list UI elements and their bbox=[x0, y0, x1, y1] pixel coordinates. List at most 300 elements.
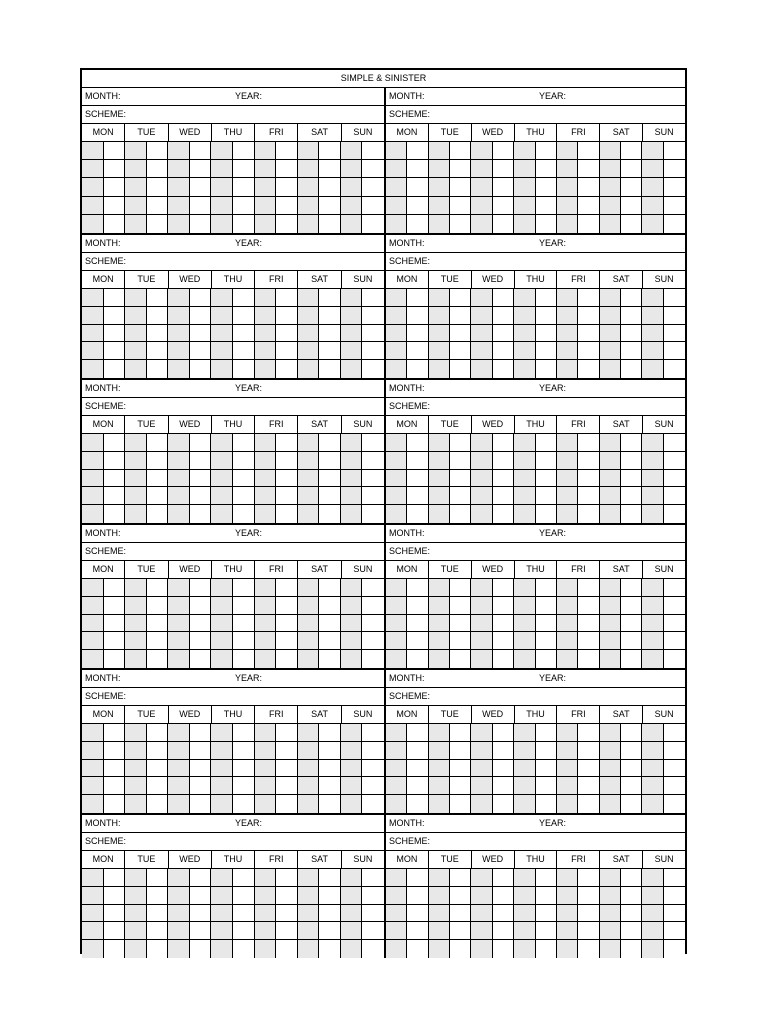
entry-cell[interactable] bbox=[578, 777, 599, 795]
entry-cell[interactable] bbox=[536, 142, 557, 160]
entry-cell[interactable] bbox=[298, 434, 320, 452]
entry-cell[interactable] bbox=[341, 178, 363, 196]
entry-cell[interactable] bbox=[125, 342, 147, 360]
entry-cell[interactable] bbox=[429, 178, 450, 196]
entry-cell[interactable] bbox=[319, 289, 341, 307]
entry-cell[interactable] bbox=[450, 307, 471, 325]
entry-cell[interactable] bbox=[514, 795, 535, 813]
entry-cell[interactable] bbox=[298, 887, 320, 905]
entry-cell[interactable] bbox=[125, 579, 147, 597]
entry-cell[interactable] bbox=[642, 160, 663, 178]
entry-cell[interactable] bbox=[471, 307, 492, 325]
entry-cell[interactable] bbox=[429, 742, 450, 760]
entry-cell[interactable] bbox=[190, 724, 212, 742]
entry-cell[interactable] bbox=[429, 724, 450, 742]
entry-cell[interactable] bbox=[664, 178, 685, 196]
entry-cell[interactable] bbox=[407, 940, 428, 958]
entry-cell[interactable] bbox=[298, 724, 320, 742]
entry-cell[interactable] bbox=[190, 325, 212, 343]
entry-cell[interactable] bbox=[471, 795, 492, 813]
scheme-row[interactable] bbox=[82, 833, 384, 851]
entry-cell[interactable] bbox=[255, 197, 277, 215]
entry-cell[interactable] bbox=[536, 215, 557, 233]
entry-cell[interactable] bbox=[125, 777, 147, 795]
entry-cell[interactable] bbox=[276, 795, 298, 813]
entry-cell[interactable] bbox=[233, 760, 255, 778]
entry-cell[interactable] bbox=[386, 869, 407, 887]
entry-cell[interactable] bbox=[104, 940, 126, 958]
entry-cell[interactable] bbox=[578, 452, 599, 470]
entry-cell[interactable] bbox=[147, 887, 169, 905]
entry-cell[interactable] bbox=[82, 795, 104, 813]
entry-cell[interactable] bbox=[319, 579, 341, 597]
entry-cell[interactable] bbox=[104, 632, 126, 650]
entry-cell[interactable] bbox=[642, 650, 663, 668]
entry-cell[interactable] bbox=[642, 325, 663, 343]
entry-cell[interactable] bbox=[450, 795, 471, 813]
entry-cell[interactable] bbox=[429, 487, 450, 505]
entry-cell[interactable] bbox=[190, 160, 212, 178]
entry-cell[interactable] bbox=[298, 197, 320, 215]
entry-cell[interactable] bbox=[362, 724, 384, 742]
entry-cell[interactable] bbox=[386, 940, 407, 958]
entry-cell[interactable] bbox=[386, 742, 407, 760]
entry-cell[interactable] bbox=[82, 922, 104, 940]
entry-cell[interactable] bbox=[168, 615, 190, 633]
entry-cell[interactable] bbox=[298, 940, 320, 958]
entry-cell[interactable] bbox=[82, 597, 104, 615]
entry-cell[interactable] bbox=[341, 579, 363, 597]
entry-cell[interactable] bbox=[104, 887, 126, 905]
entry-cell[interactable] bbox=[341, 452, 363, 470]
entry-cell[interactable] bbox=[386, 760, 407, 778]
entry-cell[interactable] bbox=[493, 197, 514, 215]
entry-cell[interactable] bbox=[557, 325, 578, 343]
entry-cell[interactable] bbox=[211, 887, 233, 905]
entry-cell[interactable] bbox=[341, 505, 363, 523]
entry-cell[interactable] bbox=[125, 325, 147, 343]
entry-cell[interactable] bbox=[190, 307, 212, 325]
entry-cell[interactable] bbox=[125, 215, 147, 233]
entry-cell[interactable] bbox=[471, 597, 492, 615]
entry-cell[interactable] bbox=[664, 760, 685, 778]
entry-cell[interactable] bbox=[341, 940, 363, 958]
entry-cell[interactable] bbox=[255, 597, 277, 615]
entry-cell[interactable] bbox=[578, 742, 599, 760]
entry-cell[interactable] bbox=[471, 632, 492, 650]
entry-cell[interactable] bbox=[255, 760, 277, 778]
entry-cell[interactable] bbox=[211, 307, 233, 325]
entry-cell[interactable] bbox=[514, 777, 535, 795]
scheme-row[interactable] bbox=[386, 688, 685, 706]
entry-cell[interactable] bbox=[104, 724, 126, 742]
entry-cell[interactable] bbox=[493, 470, 514, 488]
entry-cell[interactable] bbox=[362, 760, 384, 778]
entry-cell[interactable] bbox=[341, 795, 363, 813]
entry-cell[interactable] bbox=[407, 142, 428, 160]
entry-cell[interactable] bbox=[429, 142, 450, 160]
entry-cell[interactable] bbox=[664, 160, 685, 178]
entry-cell[interactable] bbox=[255, 579, 277, 597]
entry-cell[interactable] bbox=[386, 579, 407, 597]
entry-cell[interactable] bbox=[578, 505, 599, 523]
entry-cell[interactable] bbox=[190, 470, 212, 488]
entry-cell[interactable] bbox=[514, 650, 535, 668]
entry-cell[interactable] bbox=[386, 905, 407, 923]
entry-cell[interactable] bbox=[190, 434, 212, 452]
entry-cell[interactable] bbox=[471, 650, 492, 668]
entry-cell[interactable] bbox=[298, 325, 320, 343]
entry-cell[interactable] bbox=[82, 650, 104, 668]
entry-cell[interactable] bbox=[557, 760, 578, 778]
entry-cell[interactable] bbox=[578, 795, 599, 813]
entry-cell[interactable] bbox=[429, 632, 450, 650]
entry-cell[interactable] bbox=[407, 434, 428, 452]
entry-cell[interactable] bbox=[233, 142, 255, 160]
entry-cell[interactable] bbox=[82, 452, 104, 470]
entry-cell[interactable] bbox=[429, 452, 450, 470]
entry-cell[interactable] bbox=[147, 795, 169, 813]
entry-cell[interactable] bbox=[211, 922, 233, 940]
entry-cell[interactable] bbox=[341, 742, 363, 760]
entry-cell[interactable] bbox=[600, 777, 621, 795]
entry-cell[interactable] bbox=[536, 887, 557, 905]
entry-cell[interactable] bbox=[664, 869, 685, 887]
entry-cell[interactable] bbox=[125, 650, 147, 668]
entry-cell[interactable] bbox=[298, 215, 320, 233]
entry-cell[interactable] bbox=[362, 142, 384, 160]
entry-cell[interactable] bbox=[557, 905, 578, 923]
entry-cell[interactable] bbox=[298, 597, 320, 615]
entry-cell[interactable] bbox=[407, 307, 428, 325]
entry-cell[interactable] bbox=[211, 615, 233, 633]
entry-cell[interactable] bbox=[125, 289, 147, 307]
entry-cell[interactable] bbox=[471, 887, 492, 905]
entry-cell[interactable] bbox=[386, 597, 407, 615]
entry-cell[interactable] bbox=[664, 360, 685, 378]
entry-cell[interactable] bbox=[255, 307, 277, 325]
entry-cell[interactable] bbox=[362, 777, 384, 795]
entry-cell[interactable] bbox=[536, 905, 557, 923]
entry-cell[interactable] bbox=[211, 777, 233, 795]
entry-cell[interactable] bbox=[429, 360, 450, 378]
entry-cell[interactable] bbox=[190, 887, 212, 905]
entry-cell[interactable] bbox=[450, 289, 471, 307]
entry-cell[interactable] bbox=[664, 342, 685, 360]
entry-cell[interactable] bbox=[255, 178, 277, 196]
entry-cell[interactable] bbox=[147, 724, 169, 742]
entry-cell[interactable] bbox=[536, 178, 557, 196]
scheme-row[interactable] bbox=[82, 543, 384, 561]
entry-cell[interactable] bbox=[493, 160, 514, 178]
entry-cell[interactable] bbox=[211, 487, 233, 505]
entry-cell[interactable] bbox=[621, 289, 642, 307]
entry-cell[interactable] bbox=[471, 160, 492, 178]
entry-cell[interactable] bbox=[190, 142, 212, 160]
entry-cell[interactable] bbox=[147, 777, 169, 795]
entry-cell[interactable] bbox=[104, 777, 126, 795]
entry-cell[interactable] bbox=[600, 487, 621, 505]
entry-cell[interactable] bbox=[104, 470, 126, 488]
entry-cell[interactable] bbox=[664, 742, 685, 760]
entry-cell[interactable] bbox=[471, 615, 492, 633]
entry-cell[interactable] bbox=[386, 178, 407, 196]
entry-cell[interactable] bbox=[233, 342, 255, 360]
entry-cell[interactable] bbox=[600, 887, 621, 905]
entry-cell[interactable] bbox=[642, 178, 663, 196]
entry-cell[interactable] bbox=[190, 922, 212, 940]
entry-cell[interactable] bbox=[276, 869, 298, 887]
entry-cell[interactable] bbox=[190, 869, 212, 887]
entry-cell[interactable] bbox=[319, 434, 341, 452]
entry-cell[interactable] bbox=[104, 178, 126, 196]
entry-cell[interactable] bbox=[319, 487, 341, 505]
entry-cell[interactable] bbox=[125, 470, 147, 488]
entry-cell[interactable] bbox=[147, 505, 169, 523]
entry-cell[interactable] bbox=[319, 922, 341, 940]
entry-cell[interactable] bbox=[386, 487, 407, 505]
entry-cell[interactable] bbox=[642, 505, 663, 523]
entry-cell[interactable] bbox=[211, 650, 233, 668]
entry-cell[interactable] bbox=[557, 197, 578, 215]
entry-cell[interactable] bbox=[147, 470, 169, 488]
entry-cell[interactable] bbox=[557, 724, 578, 742]
entry-cell[interactable] bbox=[255, 724, 277, 742]
entry-cell[interactable] bbox=[600, 307, 621, 325]
entry-cell[interactable] bbox=[168, 307, 190, 325]
entry-cell[interactable] bbox=[276, 142, 298, 160]
entry-cell[interactable] bbox=[514, 215, 535, 233]
entry-cell[interactable] bbox=[557, 178, 578, 196]
entry-cell[interactable] bbox=[211, 795, 233, 813]
entry-cell[interactable] bbox=[557, 215, 578, 233]
entry-cell[interactable] bbox=[471, 940, 492, 958]
entry-cell[interactable] bbox=[621, 505, 642, 523]
entry-cell[interactable] bbox=[493, 142, 514, 160]
entry-cell[interactable] bbox=[82, 178, 104, 196]
entry-cell[interactable] bbox=[233, 940, 255, 958]
entry-cell[interactable] bbox=[362, 360, 384, 378]
entry-cell[interactable] bbox=[664, 470, 685, 488]
entry-cell[interactable] bbox=[298, 650, 320, 668]
month-year-row[interactable] bbox=[82, 380, 384, 398]
entry-cell[interactable] bbox=[168, 289, 190, 307]
entry-cell[interactable] bbox=[276, 742, 298, 760]
entry-cell[interactable] bbox=[298, 360, 320, 378]
entry-cell[interactable] bbox=[471, 178, 492, 196]
entry-cell[interactable] bbox=[82, 940, 104, 958]
entry-cell[interactable] bbox=[341, 342, 363, 360]
entry-cell[interactable] bbox=[664, 650, 685, 668]
entry-cell[interactable] bbox=[536, 650, 557, 668]
entry-cell[interactable] bbox=[147, 325, 169, 343]
entry-cell[interactable] bbox=[168, 795, 190, 813]
entry-cell[interactable] bbox=[255, 632, 277, 650]
entry-cell[interactable] bbox=[557, 289, 578, 307]
entry-cell[interactable] bbox=[362, 215, 384, 233]
entry-cell[interactable] bbox=[536, 777, 557, 795]
entry-cell[interactable] bbox=[429, 869, 450, 887]
entry-cell[interactable] bbox=[557, 579, 578, 597]
entry-cell[interactable] bbox=[319, 505, 341, 523]
entry-cell[interactable] bbox=[493, 777, 514, 795]
entry-cell[interactable] bbox=[514, 434, 535, 452]
entry-cell[interactable] bbox=[276, 615, 298, 633]
entry-cell[interactable] bbox=[233, 178, 255, 196]
entry-cell[interactable] bbox=[168, 724, 190, 742]
entry-cell[interactable] bbox=[211, 142, 233, 160]
entry-cell[interactable] bbox=[82, 487, 104, 505]
entry-cell[interactable] bbox=[621, 160, 642, 178]
entry-cell[interactable] bbox=[536, 342, 557, 360]
entry-cell[interactable] bbox=[190, 940, 212, 958]
entry-cell[interactable] bbox=[341, 777, 363, 795]
month-year-row[interactable] bbox=[386, 88, 685, 106]
entry-cell[interactable] bbox=[211, 215, 233, 233]
entry-cell[interactable] bbox=[125, 760, 147, 778]
entry-cell[interactable] bbox=[557, 597, 578, 615]
entry-cell[interactable] bbox=[168, 452, 190, 470]
entry-cell[interactable] bbox=[362, 505, 384, 523]
entry-cell[interactable] bbox=[471, 452, 492, 470]
entry-cell[interactable] bbox=[557, 160, 578, 178]
entry-cell[interactable] bbox=[255, 160, 277, 178]
entry-cell[interactable] bbox=[319, 742, 341, 760]
entry-cell[interactable] bbox=[407, 215, 428, 233]
entry-cell[interactable] bbox=[514, 760, 535, 778]
entry-cell[interactable] bbox=[536, 505, 557, 523]
entry-cell[interactable] bbox=[211, 742, 233, 760]
entry-cell[interactable] bbox=[600, 724, 621, 742]
entry-cell[interactable] bbox=[493, 742, 514, 760]
entry-cell[interactable] bbox=[536, 760, 557, 778]
entry-cell[interactable] bbox=[362, 289, 384, 307]
entry-cell[interactable] bbox=[168, 887, 190, 905]
entry-cell[interactable] bbox=[255, 742, 277, 760]
entry-cell[interactable] bbox=[621, 742, 642, 760]
scheme-row[interactable] bbox=[386, 543, 685, 561]
entry-cell[interactable] bbox=[621, 178, 642, 196]
entry-cell[interactable] bbox=[450, 160, 471, 178]
entry-cell[interactable] bbox=[578, 650, 599, 668]
entry-cell[interactable] bbox=[536, 289, 557, 307]
entry-cell[interactable] bbox=[536, 742, 557, 760]
entry-cell[interactable] bbox=[233, 615, 255, 633]
entry-cell[interactable] bbox=[147, 597, 169, 615]
entry-cell[interactable] bbox=[407, 724, 428, 742]
entry-cell[interactable] bbox=[233, 597, 255, 615]
entry-cell[interactable] bbox=[514, 597, 535, 615]
entry-cell[interactable] bbox=[362, 470, 384, 488]
entry-cell[interactable] bbox=[82, 760, 104, 778]
entry-cell[interactable] bbox=[298, 760, 320, 778]
entry-cell[interactable] bbox=[407, 615, 428, 633]
entry-cell[interactable] bbox=[168, 632, 190, 650]
entry-cell[interactable] bbox=[557, 434, 578, 452]
entry-cell[interactable] bbox=[407, 905, 428, 923]
entry-cell[interactable] bbox=[190, 178, 212, 196]
entry-cell[interactable] bbox=[578, 869, 599, 887]
entry-cell[interactable] bbox=[125, 632, 147, 650]
entry-cell[interactable] bbox=[471, 579, 492, 597]
entry-cell[interactable] bbox=[276, 650, 298, 668]
entry-cell[interactable] bbox=[578, 342, 599, 360]
entry-cell[interactable] bbox=[621, 724, 642, 742]
entry-cell[interactable] bbox=[125, 197, 147, 215]
entry-cell[interactable] bbox=[386, 197, 407, 215]
month-year-row[interactable] bbox=[82, 670, 384, 688]
entry-cell[interactable] bbox=[642, 579, 663, 597]
entry-cell[interactable] bbox=[664, 197, 685, 215]
entry-cell[interactable] bbox=[536, 452, 557, 470]
entry-cell[interactable] bbox=[104, 325, 126, 343]
entry-cell[interactable] bbox=[104, 360, 126, 378]
entry-cell[interactable] bbox=[82, 905, 104, 923]
entry-cell[interactable] bbox=[450, 650, 471, 668]
entry-cell[interactable] bbox=[362, 307, 384, 325]
entry-cell[interactable] bbox=[471, 289, 492, 307]
entry-cell[interactable] bbox=[664, 142, 685, 160]
entry-cell[interactable] bbox=[471, 325, 492, 343]
entry-cell[interactable] bbox=[341, 487, 363, 505]
entry-cell[interactable] bbox=[450, 777, 471, 795]
entry-cell[interactable] bbox=[471, 724, 492, 742]
entry-cell[interactable] bbox=[450, 470, 471, 488]
entry-cell[interactable] bbox=[233, 742, 255, 760]
entry-cell[interactable] bbox=[664, 289, 685, 307]
entry-cell[interactable] bbox=[557, 869, 578, 887]
entry-cell[interactable] bbox=[600, 650, 621, 668]
entry-cell[interactable] bbox=[298, 905, 320, 923]
entry-cell[interactable] bbox=[557, 307, 578, 325]
entry-cell[interactable] bbox=[493, 487, 514, 505]
entry-cell[interactable] bbox=[276, 579, 298, 597]
entry-cell[interactable] bbox=[233, 325, 255, 343]
entry-cell[interactable] bbox=[600, 160, 621, 178]
entry-cell[interactable] bbox=[664, 632, 685, 650]
entry-cell[interactable] bbox=[536, 724, 557, 742]
entry-cell[interactable] bbox=[621, 940, 642, 958]
entry-cell[interactable] bbox=[82, 887, 104, 905]
scheme-row[interactable] bbox=[386, 398, 685, 416]
entry-cell[interactable] bbox=[362, 342, 384, 360]
entry-cell[interactable] bbox=[514, 142, 535, 160]
entry-cell[interactable] bbox=[642, 289, 663, 307]
entry-cell[interactable] bbox=[557, 360, 578, 378]
entry-cell[interactable] bbox=[211, 505, 233, 523]
entry-cell[interactable] bbox=[104, 760, 126, 778]
entry-cell[interactable] bbox=[386, 650, 407, 668]
entry-cell[interactable] bbox=[319, 724, 341, 742]
entry-cell[interactable] bbox=[319, 142, 341, 160]
entry-cell[interactable] bbox=[407, 650, 428, 668]
entry-cell[interactable] bbox=[578, 887, 599, 905]
entry-cell[interactable] bbox=[362, 325, 384, 343]
entry-cell[interactable] bbox=[233, 795, 255, 813]
entry-cell[interactable] bbox=[255, 289, 277, 307]
entry-cell[interactable] bbox=[514, 197, 535, 215]
entry-cell[interactable] bbox=[407, 760, 428, 778]
entry-cell[interactable] bbox=[255, 360, 277, 378]
entry-cell[interactable] bbox=[450, 452, 471, 470]
entry-cell[interactable] bbox=[407, 178, 428, 196]
entry-cell[interactable] bbox=[514, 579, 535, 597]
entry-cell[interactable] bbox=[536, 434, 557, 452]
entry-cell[interactable] bbox=[233, 869, 255, 887]
entry-cell[interactable] bbox=[255, 470, 277, 488]
month-year-row[interactable] bbox=[386, 815, 685, 833]
entry-cell[interactable] bbox=[600, 142, 621, 160]
